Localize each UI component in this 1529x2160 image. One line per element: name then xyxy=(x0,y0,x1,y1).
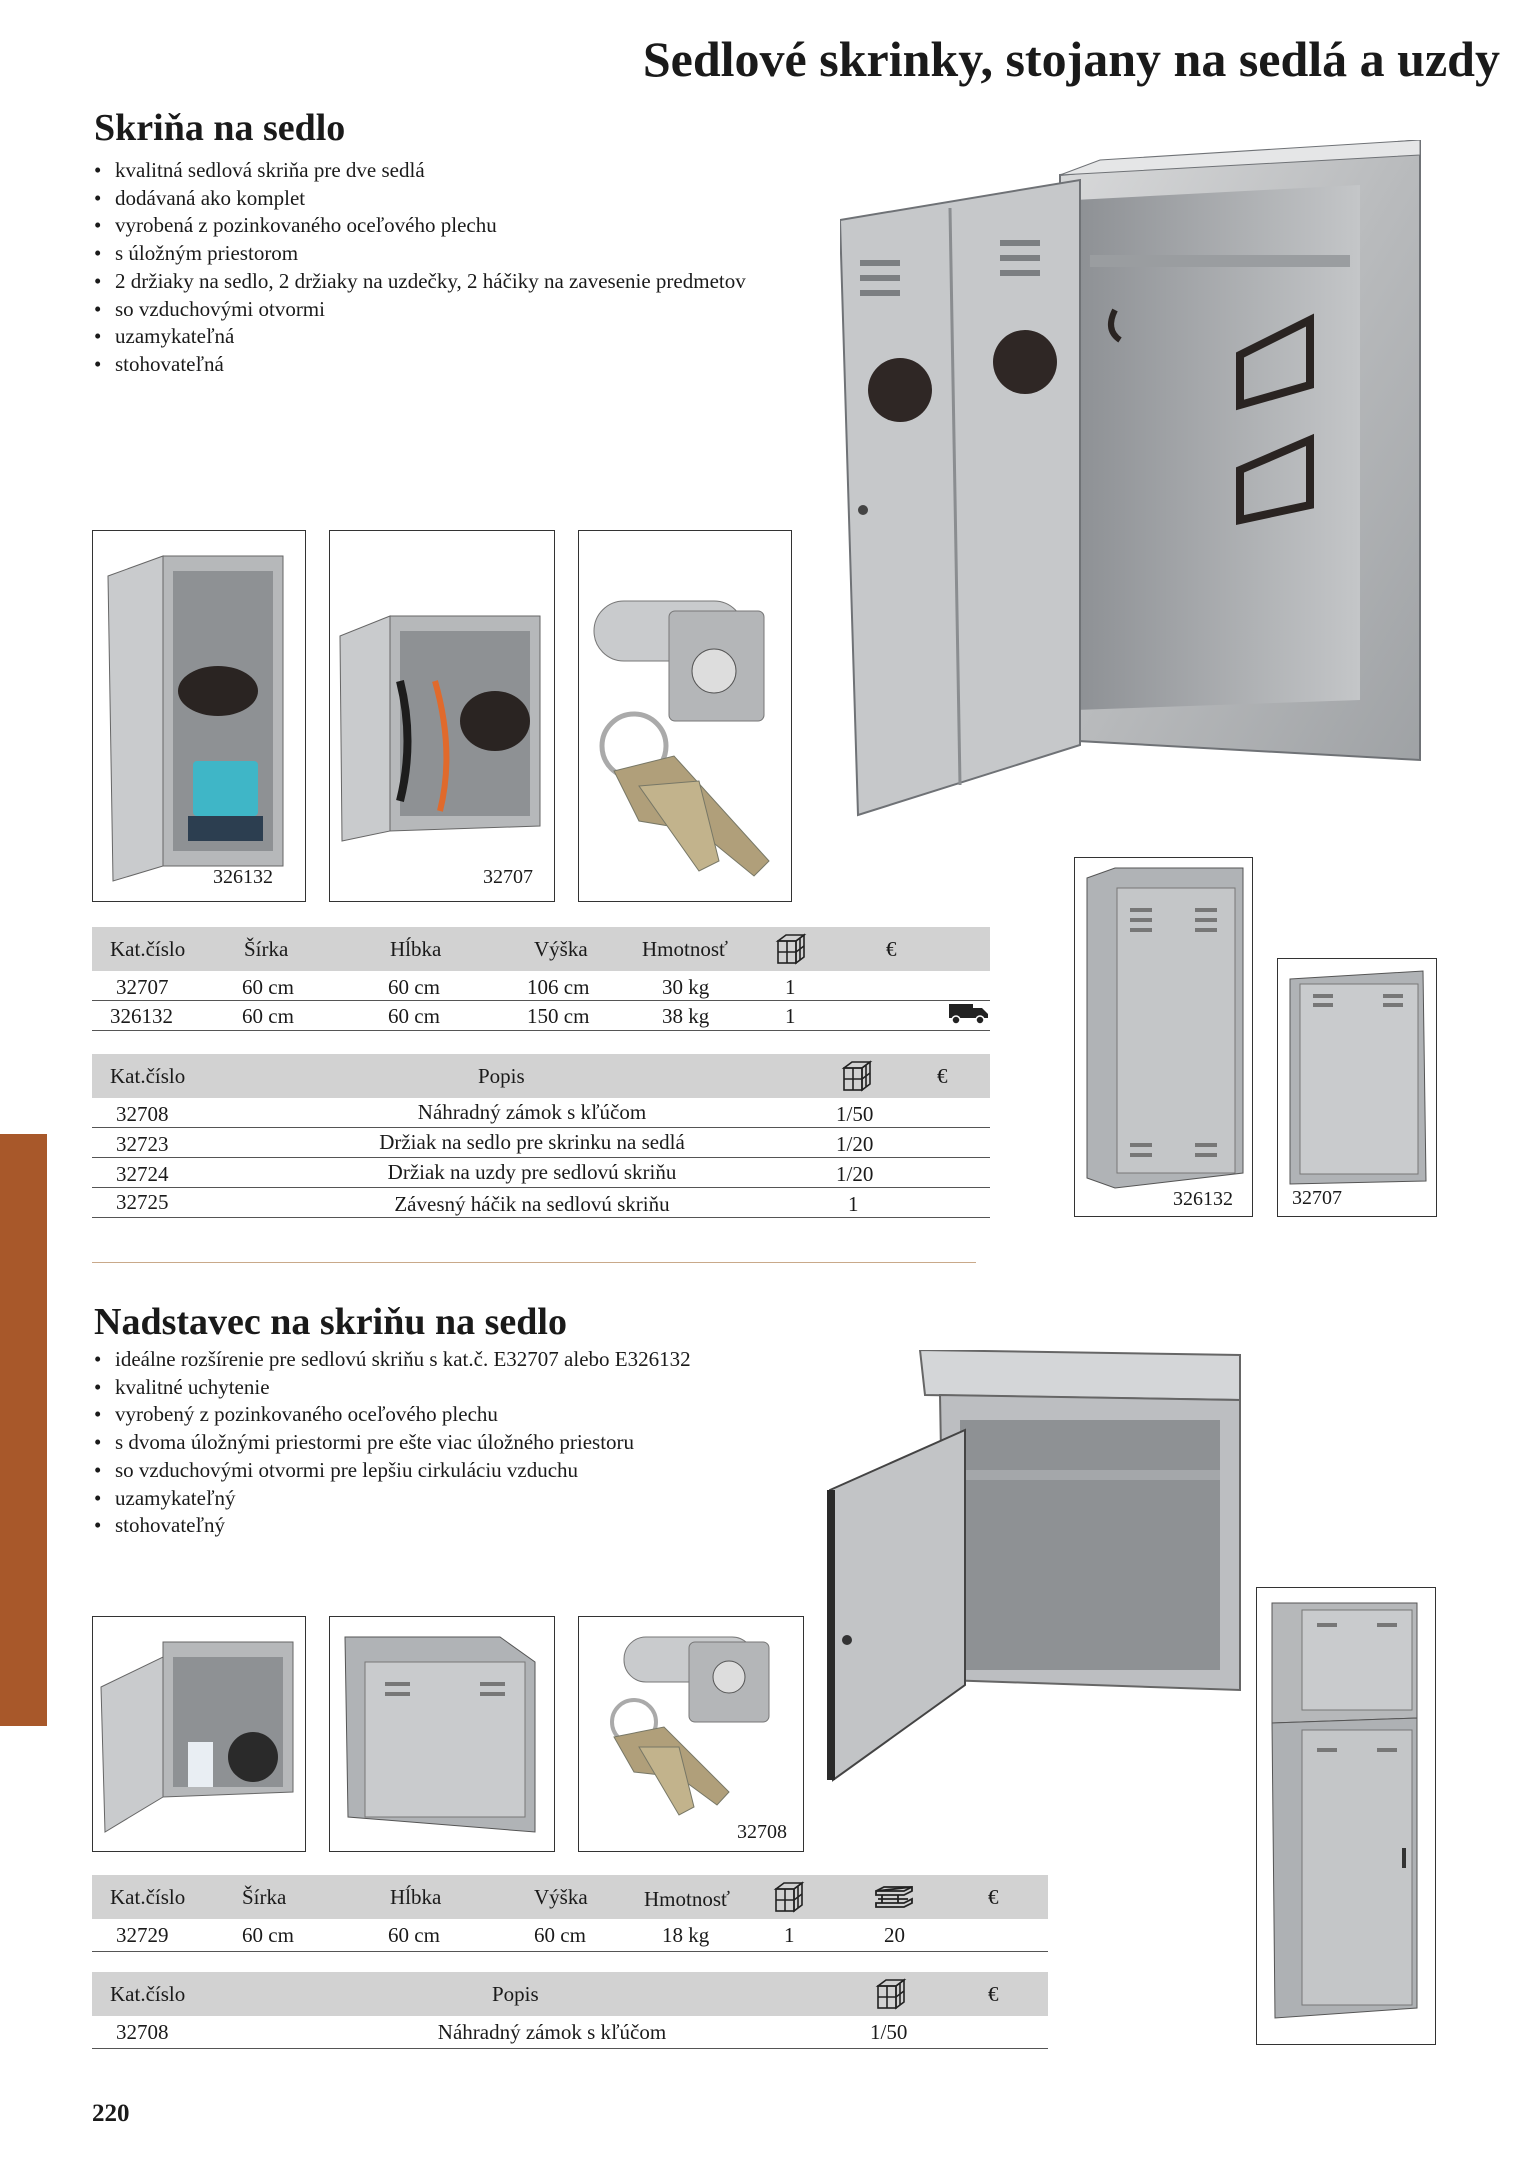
photo-caption: 326132 xyxy=(1173,1188,1233,1210)
row-divider xyxy=(92,1030,990,1031)
truck-icon xyxy=(948,1001,990,1030)
table-cell: 18 kg xyxy=(662,1923,710,1947)
col-header-cat-no: Kat.číslo xyxy=(110,1885,186,1909)
box-stack-icon xyxy=(840,1058,876,1099)
table-cell: 60 cm xyxy=(388,975,440,999)
table-cell: 60 cm xyxy=(242,1923,294,1947)
feature-item: • s úložným priestorom xyxy=(94,240,746,268)
table-cell: 1 xyxy=(785,975,796,999)
table-cell: 60 cm xyxy=(534,1923,586,1947)
table-cell: Náhradný zámok s kľúčom xyxy=(437,2020,667,2044)
table-cell: 32729 xyxy=(116,1923,169,1947)
feature-item: • vyrobená z pozinkovaného oceľového plechu xyxy=(94,212,746,240)
table-cell: Držiak na uzdy pre sedlovú skriňu xyxy=(387,1160,677,1184)
table-cell: 1/50 xyxy=(870,2020,908,2044)
photo-caption: 32708 xyxy=(737,1821,787,1843)
section-divider xyxy=(92,1262,976,1263)
table-cell: 1/20 xyxy=(836,1162,874,1186)
table-cell: 1 xyxy=(785,1004,796,1028)
section1-feature-list xyxy=(94,157,746,379)
table-cell: 32723 xyxy=(116,1132,169,1156)
col-header-depth: Hĺbka xyxy=(390,937,442,961)
row-divider xyxy=(92,1951,1048,1952)
col-header-description: Popis xyxy=(492,1982,539,2006)
photo-caption: 32707 xyxy=(1292,1187,1342,1209)
col-header-price: € xyxy=(988,1982,999,2006)
table-cell: 150 cm xyxy=(527,1004,590,1028)
feature-item: • kvalitné uchytenie xyxy=(94,1374,691,1402)
product-photo-lock-and-keys-2 xyxy=(578,1616,804,1852)
table-cell: Držiak na sedlo pre skrinku na sedlá xyxy=(379,1130,685,1154)
section2-feature-list xyxy=(94,1346,691,1540)
row-divider xyxy=(92,1157,990,1158)
product-photo-extension-closed xyxy=(329,1616,555,1852)
box-stack-icon xyxy=(772,1879,808,1920)
section-title-saddle-cabinet: Skriňa na sedlo xyxy=(94,107,346,149)
section1-accessories-table xyxy=(92,1054,992,1214)
box-stack-icon xyxy=(874,1976,910,2017)
feature-item: • stohovateľný xyxy=(94,1512,691,1540)
page-number: 220 xyxy=(92,2100,130,2127)
box-stack-icon xyxy=(774,931,810,972)
section2-accessories-table xyxy=(92,1972,1052,2052)
table-cell: 60 cm xyxy=(388,1004,440,1028)
col-header-height: Výška xyxy=(534,937,588,961)
hero-extension-image xyxy=(825,1350,1245,1795)
table-cell: Závesný háčik na sedlovú skriňu xyxy=(394,1192,670,1216)
table-cell: Náhradný zámok s kľúčom xyxy=(417,1100,647,1124)
feature-item: • so vzduchovými otvormi xyxy=(94,296,746,324)
product-photo-32707-closed xyxy=(1277,958,1437,1217)
product-photo-326132-closed xyxy=(1074,857,1253,1217)
feature-item: • ideálne rozšírenie pre sedlovú skriňu s kat.č. E32707 alebo E326132 xyxy=(94,1346,691,1374)
table-cell: 1/20 xyxy=(836,1132,874,1156)
feature-item: • 2 držiaky na sedlo, 2 držiaky na uzdečky, 2 háčiky na zavesenie predmetov xyxy=(94,268,746,296)
table-cell: 60 cm xyxy=(242,975,294,999)
section-title-cabinet-extension: Nadstavec na skriňu na sedlo xyxy=(94,1301,567,1343)
table-cell: 32725 xyxy=(116,1190,169,1214)
feature-item: • so vzduchovými otvormi pre lepšiu cirkuláciu vzduchu xyxy=(94,1457,691,1485)
row-divider xyxy=(92,1187,990,1188)
row-divider xyxy=(92,2048,1048,2049)
product-photo-326132-open xyxy=(92,530,306,902)
row-divider xyxy=(92,1127,990,1128)
col-header-cat-no: Kat.číslo xyxy=(110,1982,186,2006)
feature-item: • uzamykateľný xyxy=(94,1485,691,1513)
feature-item: • dodávaná ako komplet xyxy=(94,185,746,213)
table-cell: 32724 xyxy=(116,1162,169,1186)
table-cell: 20 xyxy=(884,1923,905,1947)
feature-item: • uzamykateľná xyxy=(94,323,746,351)
table-cell: 326132 xyxy=(110,1004,173,1028)
table-cell: 1/50 xyxy=(836,1102,874,1126)
table-cell: 38 kg xyxy=(662,1004,710,1028)
col-header-price: € xyxy=(937,1064,948,1088)
table-cell: 30 kg xyxy=(662,975,710,999)
product-photo-lock-and-keys xyxy=(578,530,792,902)
col-header-price: € xyxy=(886,937,897,961)
table-cell: 60 cm xyxy=(242,1004,294,1028)
feature-item: • stohovateľná xyxy=(94,351,746,379)
table-cell: 106 cm xyxy=(527,975,590,999)
pallet-icon xyxy=(874,1885,914,1916)
photo-caption: 326132 xyxy=(213,866,273,888)
photo-caption: 32707 xyxy=(483,866,533,888)
table-cell: 60 cm xyxy=(388,1923,440,1947)
row-divider xyxy=(92,1000,990,1001)
table-cell: 32708 xyxy=(116,1102,169,1126)
feature-item: • vyrobený z pozinkovaného oceľového plechu xyxy=(94,1401,691,1429)
feature-item: • s dvoma úložnými priestormi pre ešte viac úložného priestoru xyxy=(94,1429,691,1457)
col-header-cat-no: Kat.číslo xyxy=(110,1064,186,1088)
table-cell: 1 xyxy=(784,1923,795,1947)
col-header-depth: Hĺbka xyxy=(390,1885,442,1909)
hero-saddle-cabinet-image xyxy=(840,140,1430,820)
table-cell: 32708 xyxy=(116,2020,169,2044)
feature-item: • kvalitná sedlová skriňa pre dve sedlá xyxy=(94,157,746,185)
col-header-weight: Hmotnosť xyxy=(642,937,728,961)
product-photo-extension-open xyxy=(92,1616,306,1852)
col-header-cat-no: Kat.číslo xyxy=(110,937,186,961)
row-divider xyxy=(92,1217,990,1218)
col-header-price: € xyxy=(988,1885,999,1909)
section2-spec-table xyxy=(92,1875,1052,1955)
col-header-width: Šírka xyxy=(244,937,289,961)
table-cell: 32707 xyxy=(116,975,169,999)
product-photo-32707-open xyxy=(329,530,555,902)
product-photo-stacked-cabinet xyxy=(1256,1587,1436,2045)
col-header-description: Popis xyxy=(478,1064,525,1088)
col-header-width: Šírka xyxy=(242,1885,287,1909)
col-header-height: Výška xyxy=(534,1885,588,1909)
section1-spec-table xyxy=(92,927,992,1027)
page-title: Sedlové skrinky, stojany na sedlá a uzdy xyxy=(642,31,1500,87)
col-header-weight: Hmotnosť xyxy=(644,1887,730,1911)
table-cell: 1 xyxy=(848,1192,859,1216)
chapter-side-tab xyxy=(0,1134,47,1726)
